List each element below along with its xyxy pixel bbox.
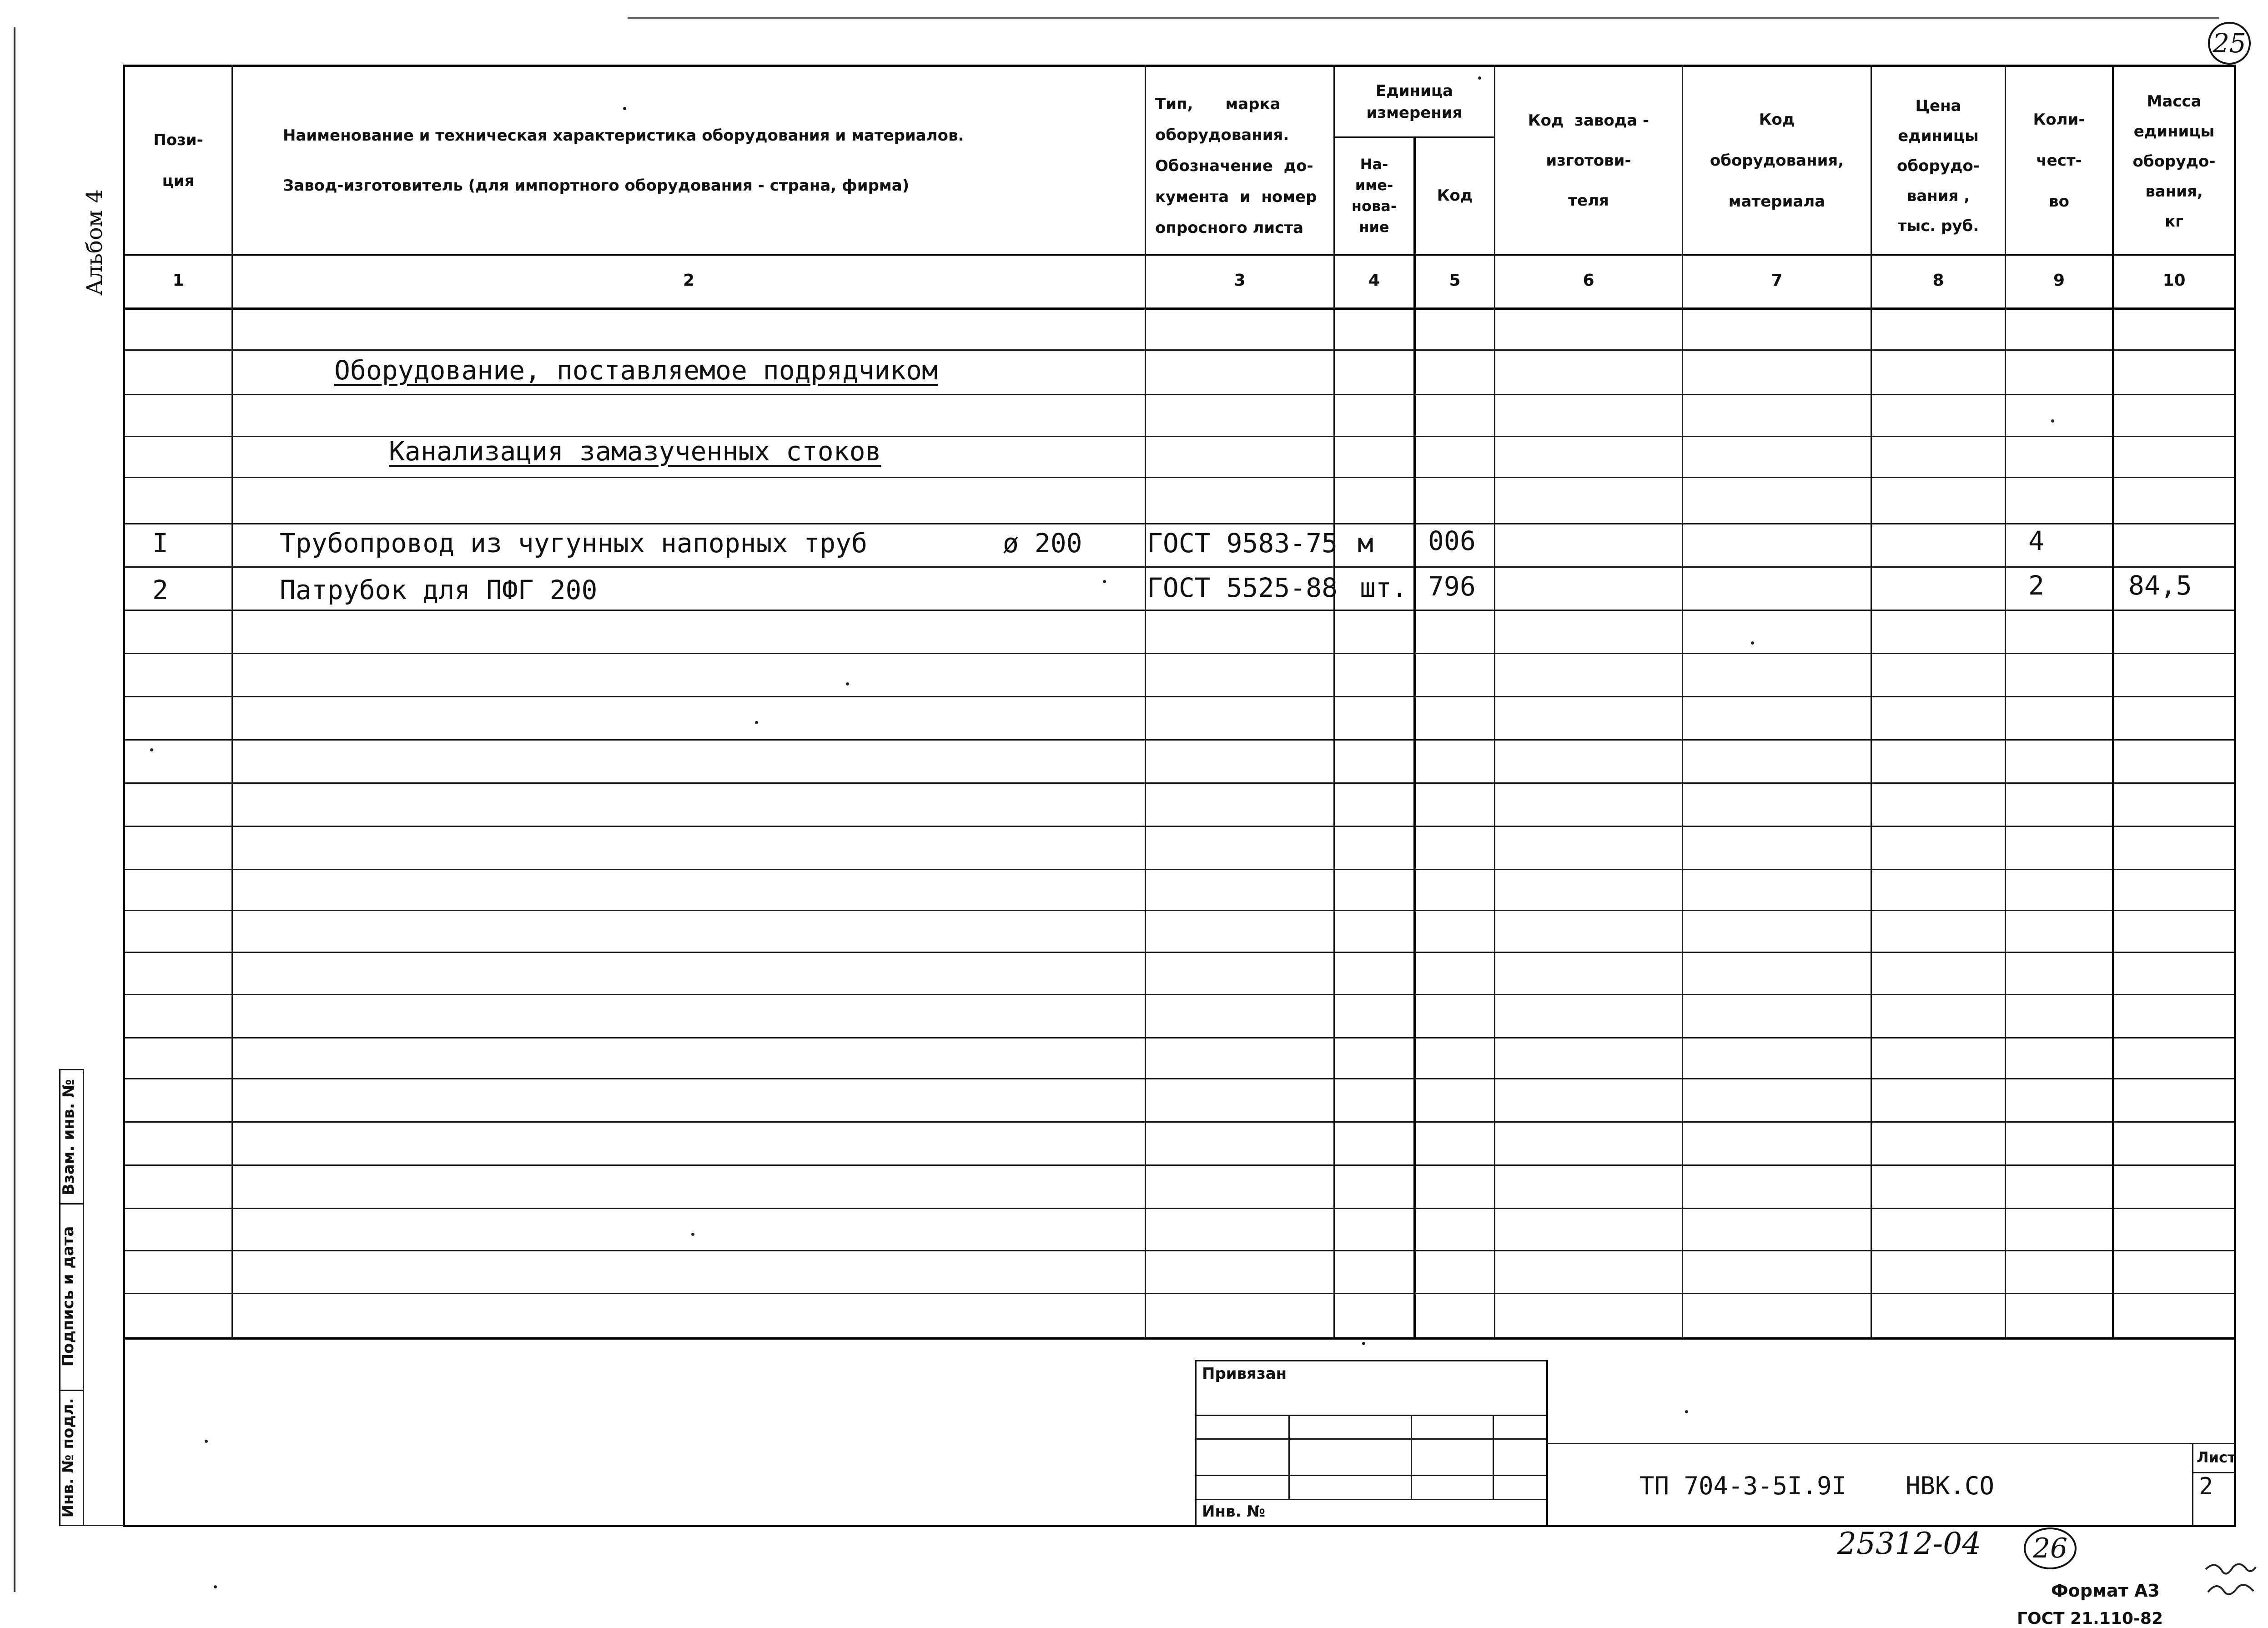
header-unit-name-line1: На- <box>1360 156 1388 173</box>
signature-mark <box>2201 1556 2260 1606</box>
colnum-10: 10 <box>2162 271 2186 290</box>
colnum-2: 2 <box>683 271 695 290</box>
row-separator <box>124 1293 2235 1294</box>
header-equipment-code-line3: материала <box>1728 192 1825 211</box>
stamp-podpis-data: Подпись и дата <box>59 1226 77 1367</box>
document-mark: НВК.СО <box>1906 1472 1995 1500</box>
header-quantity-line3: во <box>2049 192 2069 211</box>
header-equipment-code-line2: оборудования, <box>1710 151 1844 170</box>
row2-doc: ГОСТ 5525-88 <box>1147 572 1338 603</box>
colnum-3: 3 <box>1234 271 1246 290</box>
header-price-line1: Цена <box>1915 97 1961 115</box>
row1-qty: 4 <box>2028 525 2044 556</box>
row-separator <box>124 910 2235 911</box>
row-separator <box>124 739 2235 741</box>
stamp-inv-podl: Инв. № подл. <box>59 1398 77 1518</box>
row1-unit: м <box>1358 528 1373 559</box>
header-type-line4: кумента и номер <box>1155 188 1317 206</box>
row1-diameter: ø 200 <box>1003 528 1082 559</box>
header-factory-code-line3: теля <box>1568 191 1609 210</box>
row-separator <box>124 782 2235 784</box>
row1-name: Трубопровод из чугунных напорных труб <box>280 528 868 559</box>
row-separator <box>124 610 2235 611</box>
header-mass-line4: вания, <box>2145 182 2203 201</box>
header-mass-line5: кг <box>2165 212 2183 231</box>
row1-code: 006 <box>1428 525 1476 556</box>
header-unit-code: Код <box>1437 186 1473 205</box>
subsection-title: Канализация замазученных стоков <box>389 436 881 467</box>
row-separator <box>124 1208 2235 1209</box>
header-name-line1: Наименование и техническая характеристика оборудования и материалов. <box>283 126 964 145</box>
row2-qty: 2 <box>2028 570 2044 601</box>
row-separator <box>124 523 2235 524</box>
section-title: Оборудование, поставляемое подрядчиком <box>334 355 938 386</box>
header-mass <box>2114 77 2234 246</box>
row-separator <box>124 394 2235 395</box>
archive-number: 25312-04 <box>1837 1526 1981 1561</box>
sheet-number: 2 <box>2199 1473 2213 1500</box>
header-price-line4: вания , <box>1906 187 1970 205</box>
row-separator <box>124 566 2235 568</box>
colnum-1: 1 <box>172 271 184 290</box>
row-separator <box>124 1037 2235 1038</box>
row2-mass: 84,5 <box>2128 570 2192 601</box>
header-position <box>125 68 231 252</box>
bottom-circle-number <box>2024 1527 2077 1569</box>
header-equipment-code <box>1683 68 1871 252</box>
row-separator <box>124 349 2235 351</box>
header-type-line1: Тип, марка <box>1155 95 1281 113</box>
header-factory-code <box>1495 68 1682 252</box>
top-margin-line <box>628 17 2219 19</box>
header-factory-code-line1: Код завода - <box>1528 111 1649 130</box>
header-type-line2: оборудования. <box>1155 126 1289 144</box>
row2-unit: шт. <box>1360 572 1408 603</box>
colnum-7: 7 <box>1771 271 1783 290</box>
row-separator <box>124 696 2235 697</box>
header-price-line3: оборудо- <box>1897 157 1980 175</box>
header-unit-name-line4: ние <box>1359 218 1389 236</box>
header-price-line5: тыс. руб. <box>1897 217 1979 235</box>
stamp-vzam-inv: Взам. инв. № <box>60 1079 78 1195</box>
header-quantity <box>2006 68 2112 252</box>
row1-doc: ГОСТ 9583-75 <box>1147 528 1338 559</box>
header-name <box>233 68 1145 252</box>
colnum-6: 6 <box>1583 271 1594 290</box>
header-factory-code-line2: изготови- <box>1546 151 1631 170</box>
header-name-line2: Завод-изготовитель (для импортного оборудования - страна, фирма) <box>283 176 910 195</box>
header-position-line1: Пози- <box>153 131 203 149</box>
album-label: Альбом 4 <box>82 189 107 296</box>
header-price <box>1872 86 2005 246</box>
row2-position: 2 <box>152 575 168 605</box>
colnum-5: 5 <box>1449 271 1461 290</box>
header-equipment-code-line1: Код <box>1759 110 1795 129</box>
colnum-9: 9 <box>2053 271 2065 290</box>
header-unit-line2: измерения <box>1366 104 1463 122</box>
row-separator <box>124 653 2235 654</box>
header-position-line2: ция <box>162 171 195 190</box>
colnum-8: 8 <box>1932 271 1944 290</box>
row-separator <box>124 477 2235 478</box>
header-unit-name-line3: нова- <box>1351 197 1397 215</box>
header-quantity-line1: Коли- <box>2033 110 2085 129</box>
row-separator <box>124 994 2235 995</box>
header-unit-name-line2: име- <box>1355 176 1393 194</box>
document-code: ТП 704-3-5I.9I <box>1639 1472 1847 1500</box>
header-quantity-line2: чест- <box>2036 151 2082 170</box>
colnum-4: 4 <box>1368 271 1380 290</box>
row-separator <box>124 1164 2235 1166</box>
corner-page-number <box>2208 22 2251 65</box>
row-separator <box>124 952 2235 953</box>
header-unit-group <box>1335 68 1494 136</box>
header-mass-line2: единицы <box>2133 122 2215 141</box>
row-separator <box>124 826 2235 827</box>
header-type <box>1146 82 1333 250</box>
header-price-line2: единицы <box>1898 127 1979 145</box>
header-unit-name <box>1335 139 1413 252</box>
sheet-label: Лист <box>2197 1449 2236 1466</box>
gost-footer: ГОСТ 21.110-82 <box>2017 1609 2163 1628</box>
header-type-line3: Обозначение до- <box>1155 157 1313 175</box>
header-mass-line3: оборудо- <box>2132 152 2216 171</box>
left-binding-line <box>14 27 15 1592</box>
row-separator <box>124 1078 2235 1079</box>
inv-no-label: Инв. № <box>1202 1502 1266 1521</box>
header-type-line5: опросного листа <box>1155 219 1304 237</box>
header-unit-line1: Единица <box>1376 82 1453 100</box>
row2-code: 796 <box>1428 571 1476 602</box>
format-label: Формат А3 <box>2051 1581 2160 1601</box>
row-separator <box>124 1121 2235 1123</box>
row2-name: Патрубок для ПФГ 200 <box>280 575 598 605</box>
corner-page-number-text: 25 <box>2213 28 2246 59</box>
row-separator <box>124 869 2235 870</box>
row1-position: I <box>152 528 168 559</box>
header-mass-line1: Масса <box>2147 92 2202 111</box>
privyazan-label: Привязан <box>1202 1365 1287 1383</box>
bottom-circle-number-text: 26 <box>2032 1532 2068 1564</box>
row-separator <box>124 1250 2235 1251</box>
